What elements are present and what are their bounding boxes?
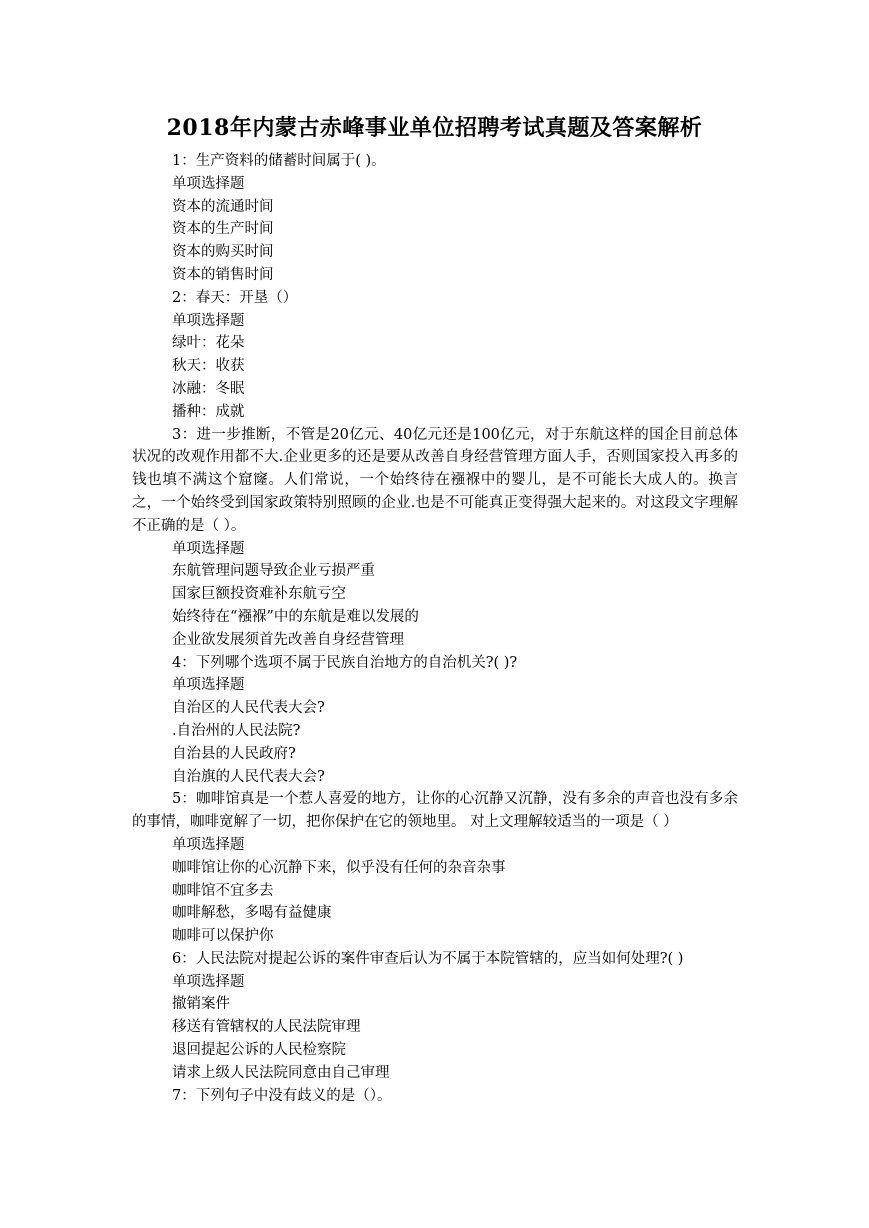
option: 秋天：收获 — [172, 358, 245, 375]
question-type: 单项选择题 — [172, 973, 245, 990]
option: 撤销案件 — [172, 996, 230, 1013]
option: 资本的流通时间 — [172, 198, 274, 215]
option: 资本的购买时间 — [172, 244, 274, 261]
option: 播种：成就 — [172, 403, 245, 420]
question-stem: 7：下列句子中没有歧义的是（）。 — [172, 1087, 392, 1104]
option: 请求上级人民法院同意由自己审理 — [172, 1064, 390, 1081]
option: 资本的销售时间 — [172, 266, 274, 283]
question-list — [132, 150, 738, 1107]
option: 咖啡馆不宜多去 — [172, 882, 274, 899]
question-type: 单项选择题 — [172, 312, 245, 329]
option: 咖啡可以保护你 — [172, 928, 274, 945]
option: 始终待在“襁褓”中的东航是难以发展的 — [172, 608, 419, 625]
question-stem: 1：生产资料的储蓄时间属于( )。 — [172, 153, 386, 169]
option: 绿叶：花朵 — [172, 335, 245, 352]
question-stem: 3：进一步推断，不管是20亿元、40亿元还是100亿元，对于东航这样的国企目前总体状况的改观作用都不大.企业更多的还是要从改善自身经营管理方面人手，否则国家投入再多的钱也填不满这个窟窿。人们常说，一个始终待在襁褓中的婴儿，是不可能长大成人的。换言之，一个始终受到国家政策特别照顾的企业.也是不可能真正变得强大起来的。对这段文字理解不正确的是（ ）。 — [132, 426, 738, 534]
option: 移送有管辖权的人民法院审理 — [172, 1019, 361, 1036]
question-type: 单项选择题 — [172, 175, 245, 192]
option: 咖啡解愁，多喝有益健康 — [172, 905, 332, 922]
option: 咖啡馆让你的心沉静下来，似乎没有任何的杂音杂事 — [172, 859, 506, 876]
question-stem: 5：咖啡馆真是一个惹人喜爱的地方，让你的心沉静又沉静，没有多余的声音也没有多余的事情，咖啡宽解了一切，把你保护在它的领地里。 对上文理解较适当的一项是（ ） — [132, 791, 738, 831]
option: 退回提起公诉的人民检察院 — [172, 1042, 346, 1059]
question-type: 单项选择题 — [172, 836, 245, 853]
option: .自治州的人民法院? — [172, 722, 301, 739]
option: 自治区的人民代表大会? — [172, 700, 325, 717]
option: 国家巨额投资难补东航亏空 — [172, 586, 346, 603]
question-stem: 6：人民法院对提起公诉的案件审查后认为不属于本院管辖的，应当如何处理?( ) — [172, 950, 684, 967]
question-type: 单项选择题 — [172, 540, 245, 557]
option: 冰融：冬眠 — [172, 380, 245, 397]
question-stem: 2：春天：开垦（） — [172, 289, 298, 306]
option: 自治旗的人民代表大会? — [172, 768, 325, 785]
option: 资本的生产时间 — [172, 221, 274, 238]
question-type: 单项选择题 — [172, 677, 245, 694]
option: 东航管理问题导致企业亏损严重 — [172, 563, 375, 580]
option: 自治县的人民政府? — [172, 745, 296, 762]
option: 企业欲发展须首先改善自身经营管理 — [172, 631, 404, 648]
page-title: 2018年内蒙古赤峰事业单位招聘考试真题及答案解析 — [166, 115, 703, 141]
question-stem: 4：下列哪个选项不属于民族自治地方的自治机关?( )? — [172, 654, 518, 671]
